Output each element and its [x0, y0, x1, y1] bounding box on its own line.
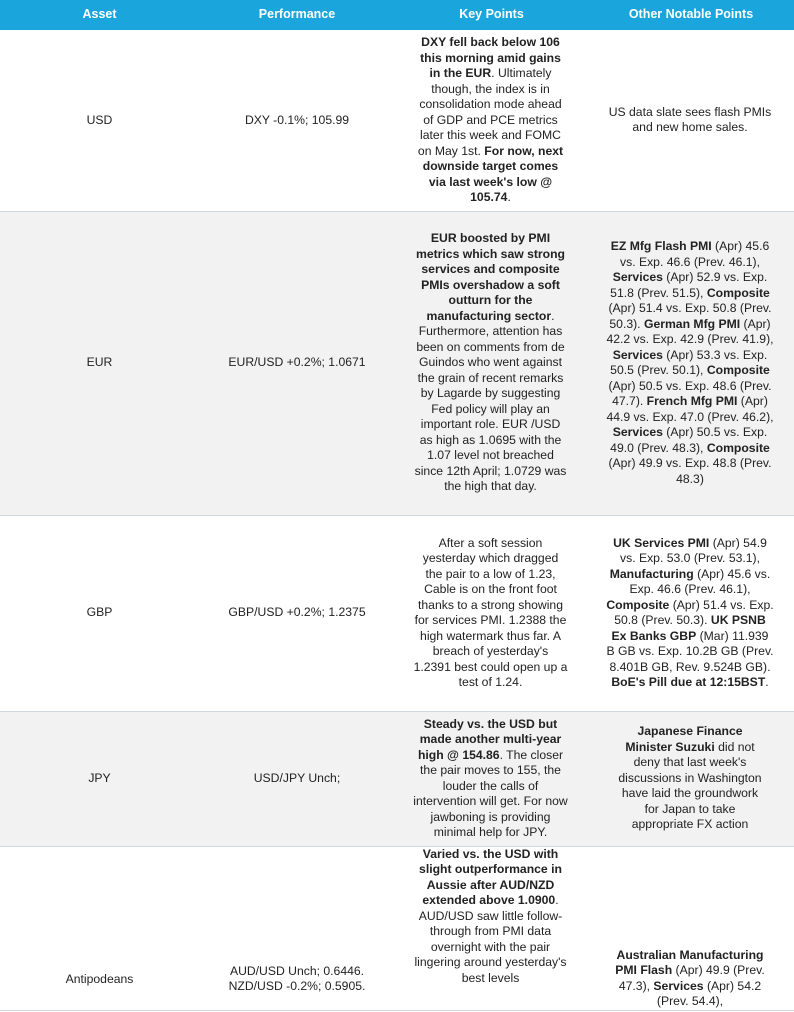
- table-row: [0, 515, 794, 711]
- other-points-cell: EZ Mfg Flash PMI (Apr) 45.6 vs. Exp. 46.6 (Prev. 46.1), Services (Apr) 52.9 vs. Exp. 51.8 (Prev. 51.5), Composite (Apr) 51.4 vs. Exp. 50.8 (Prev. 50.3). German Mfg PMI (Apr) 42.2 vs. Exp. 42.9 (Prev. 41.9), Services (Apr) 53.3 vs. Exp. 50.5 (Prev. 50.1), Composite (Apr) 50.5 vs. Exp. 48.6 (Prev. 47.7). French Mfg PMI (Apr) 44.9 vs. Exp. 47.0 (Prev. 46.2), Services (Apr) 50.5 vs. Exp. 49.0 (Prev. 48.3), Composite (Apr) 49.9 vs. Exp. 48.8 (Prev. 48.3): [588, 211, 794, 515]
- other-points-cell: UK Services PMI (Apr) 54.9 vs. Exp. 53.0 (Prev. 53.1), Manufacturing (Apr) 45.6 vs. Exp. 46.6 (Prev. 46.1), Composite (Apr) 51.4 vs. Exp. 50.8 (Prev. 50.3). UK PSNB Ex Banks GBP (Mar) 11.939 B GB vs. Exp. 10.2B GB (Prev. 8.401B GB, Rev. 9.524B GB). BoE's Pill due at 12:15BST.: [588, 515, 794, 711]
- other-points-cell: US data slate sees flash PMIs and new home sales.: [588, 30, 794, 211]
- asset-cell: USD: [0, 30, 199, 211]
- header-key-points: Key Points: [395, 0, 588, 30]
- performance-line: AUD/USD Unch; 0.6446.: [229, 963, 365, 978]
- header-other-notable-points: Other Notable Points: [588, 0, 794, 30]
- key-points-cell: DXY fell back below 106 this morning amid gains in the EUR. Ultimately though, the index is in consolidation mode ahead of GDP and PCE metrics later this week and FOMC on May 1st. For now, next downside target comes via last week's low @ 105.74.: [395, 30, 588, 211]
- key-points-cell: EUR boosted by PMI metrics which saw strong services and composite PMIs overshadow a soft outturn for the manufacturing sector. Furthermore, attention has been on comments from de Guindos who went against the grain of recent remarks by Lagarde by suggesting Fed policy will play an important role. EUR /USD as high as 1.0695 with the 1.07 level not breached since 12th April; 1.0729 was the high that day.: [395, 211, 588, 515]
- performance-cell: EUR/USD +0.2%; 1.0671: [199, 211, 395, 515]
- asset-cell: JPY: [0, 711, 199, 846]
- other-points-cell: Australian Manufacturing PMI Flash (Apr) 49.9 (Prev. 47.3), Services (Apr) 54.2 (Prev. 54.4),: [588, 846, 794, 1010]
- performance-cell: GBP/USD +0.2%; 1.2375: [199, 515, 395, 711]
- table-row: [0, 711, 794, 846]
- asset-cell: GBP: [0, 515, 199, 711]
- key-points-cell: Varied vs. the USD with slight outperformance in Aussie after AUD/NZD extended above 1.0900. AUD/USD saw little follow-through from PMI data overnight with the pair lingering around yesterday's best levels: [395, 846, 588, 1010]
- key-points-cell: After a soft session yesterday which dragged the pair to a low of 1.23, Cable is on the front foot thanks to a strong showing for services PMI. 1.2388 the high watermark thus far. A breach of yesterday's 1.2391 best could open up a test of 1.24.: [395, 515, 588, 711]
- header-performance: Performance: [199, 0, 395, 30]
- performance-cell: USD/JPY Unch;: [199, 711, 395, 846]
- header-asset: Asset: [0, 0, 199, 30]
- performance-cell: [199, 846, 395, 1010]
- other-points-cell: Japanese Finance Minister Suzuki did not deny that last week's discussions in Washington have laid the groundwork for Japan to take appropriate FX action: [588, 711, 794, 846]
- table-row: [0, 30, 794, 211]
- key-points-cell: Steady vs. the USD but made another multi-year high @ 154.86. The closer the pair moves to 155, the louder the calls of intervention will get. For now jawboning is providing minimal help for JPY.: [395, 711, 588, 846]
- table-row: [0, 846, 794, 1010]
- performance-line: NZD/USD -0.2%; 0.5905.: [228, 979, 366, 993]
- table-row: [0, 211, 794, 515]
- performance-cell: DXY -0.1%; 105.99: [199, 30, 395, 211]
- asset-cell: EUR: [0, 211, 199, 515]
- asset-cell: Antipodeans: [0, 846, 199, 1010]
- header-row: [0, 0, 794, 30]
